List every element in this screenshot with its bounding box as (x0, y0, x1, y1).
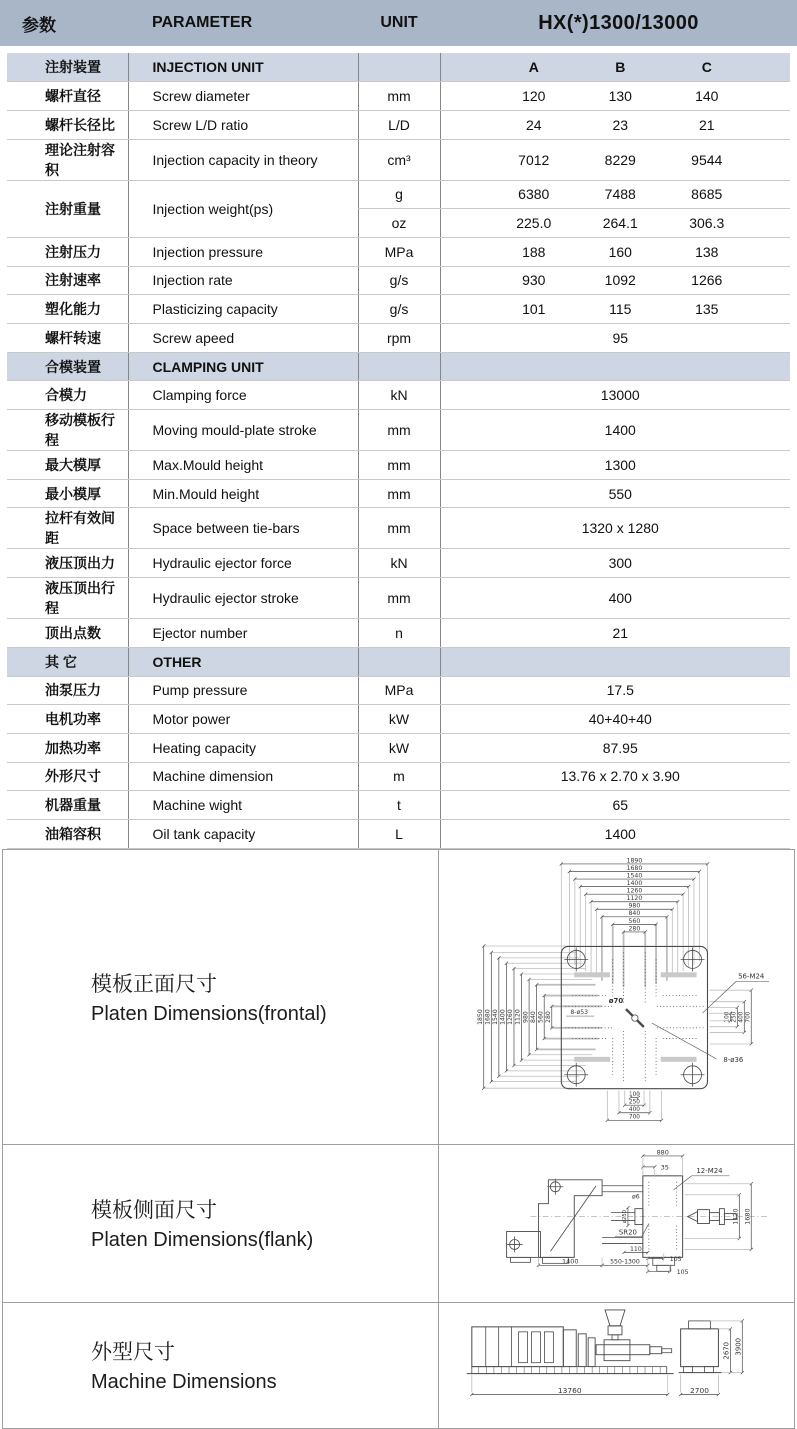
values-cell (440, 762, 790, 791)
table-row (7, 110, 790, 139)
param-cn-cell: 液压顶出行程 (7, 578, 128, 619)
caption-flank (3, 1145, 439, 1302)
section-values-cell (440, 352, 790, 381)
platen-frontal-diagram (439, 852, 794, 1140)
table-row (7, 508, 790, 549)
table-row (7, 479, 790, 508)
param-en-cell: Injection pressure (128, 237, 358, 266)
platen-flank-diagram (439, 1146, 794, 1301)
unit-cell: g (358, 180, 440, 209)
values-cell (440, 381, 790, 410)
unit-cell: oz (358, 209, 440, 238)
caption-machine-en: Machine Dimensions (91, 1371, 277, 1394)
dim-label: 400 (738, 1012, 745, 1023)
table-row (7, 819, 790, 848)
value-cell: 130 (608, 88, 632, 105)
dim-label: 2670 (722, 1342, 731, 1361)
value-span: 13000 (600, 387, 640, 404)
unit-cell: kN (358, 381, 440, 410)
dim-label: 840 (628, 910, 641, 918)
dim-label: 13760 (557, 1386, 582, 1396)
value-span: 13.76 x 2.70 x 3.90 (560, 768, 680, 785)
section-row (7, 53, 790, 82)
unit-cell: MPa (358, 676, 440, 705)
dim-label: 1890 (626, 857, 643, 865)
unit-cell: kW (358, 705, 440, 734)
value-span: 21 (612, 624, 629, 641)
dim-label: 1400 (562, 1257, 579, 1266)
dim-label: 105 (669, 1255, 682, 1263)
section-values-cell (440, 53, 790, 82)
value-cells (441, 244, 791, 260)
model-title: HX(*)1300/13000 (538, 11, 699, 34)
table-row (7, 549, 790, 578)
values-cell (440, 733, 790, 762)
value-cell: 225.0 (516, 215, 552, 232)
dim-label: 560 (628, 918, 641, 926)
param-cn-cell: 机器重量 (7, 791, 128, 820)
value-cell: 6380 (518, 186, 550, 203)
diagram-row-machine (3, 1302, 794, 1428)
param-en-cell: Ejector number (128, 619, 358, 648)
caption-frontal (3, 850, 439, 1144)
param-cn-cell: 加热功率 (7, 733, 128, 762)
spec-table (7, 53, 790, 849)
param-en-cell: Injection capacity in theory (128, 139, 358, 180)
dim-label: 8-ø53 (570, 1009, 589, 1017)
param-cn-cell: 最大模厚 (7, 451, 128, 480)
param-cn-cell: 电机功率 (7, 705, 128, 734)
param-en-cell: Heating capacity (128, 733, 358, 762)
param-cn-cell: 移动模板行程 (7, 410, 128, 451)
value-cell: 23 (612, 116, 629, 133)
value-cells (441, 117, 791, 133)
caption-machine-cn: 外型尺寸 (91, 1341, 175, 1365)
param-en-cell: Machine dimension (128, 762, 358, 791)
param-cn-cell: 螺杆直径 (7, 82, 128, 111)
figure-frontal (439, 850, 794, 1144)
table-row (7, 266, 790, 295)
dim-label: 1680 (484, 1009, 492, 1026)
diagram-row-flank (3, 1144, 794, 1302)
param-cn-cell: 外形尺寸 (7, 762, 128, 791)
param-cn-cell: 油箱容积 (7, 819, 128, 848)
value-cell: 138 (695, 243, 719, 260)
table-header-bar (0, 0, 797, 46)
dim-label: 8-ø36 (723, 1056, 744, 1065)
value-cell: 8229 (604, 151, 636, 168)
dim-label: 1120 (514, 1009, 522, 1026)
value-span: 95 (612, 329, 629, 346)
dim-label: 280 (628, 925, 641, 933)
values-cell (440, 139, 790, 180)
dim-label: 56-M24 (738, 972, 765, 981)
param-en-cell: Oil tank capacity (128, 819, 358, 848)
values-cell (440, 619, 790, 648)
caption-frontal-en: Platen Dimensions(frontal) (91, 1002, 327, 1025)
value-cell: 8685 (691, 186, 723, 203)
value-span: 65 (612, 797, 629, 814)
value-cell: 9544 (691, 151, 723, 168)
section-unit-cell (358, 53, 440, 82)
value-cell: 21 (698, 116, 715, 133)
param-en-cell: Injection rate (128, 266, 358, 295)
table-row (7, 410, 790, 451)
table-row (7, 237, 790, 266)
dim-label: 980 (522, 1011, 530, 1024)
dim-label: 1260 (507, 1009, 515, 1026)
value-span: 87.95 (602, 739, 638, 756)
caption-machine (3, 1303, 439, 1428)
param-cn-cell: 螺杆转速 (7, 324, 128, 353)
section-unit-cell (358, 647, 440, 676)
param-en-cell: Max.Mould height (128, 451, 358, 480)
param-en-cell: Screw L/D ratio (128, 110, 358, 139)
table-row (7, 324, 790, 353)
param-en-cell: Hydraulic ejector stroke (128, 578, 358, 619)
section-en-cell: OTHER (128, 647, 358, 676)
value-cell: 24 (525, 116, 542, 133)
dim-label: 35 (660, 1162, 669, 1171)
param-en-cell: Pump pressure (128, 676, 358, 705)
param-en-cell: Space between tie-bars (128, 508, 358, 549)
table-row (7, 676, 790, 705)
value-span: 550 (608, 485, 632, 502)
dim-label: 1400 (626, 880, 643, 888)
dim-label: 3900 (734, 1338, 743, 1357)
param-en-cell: Injection weight(ps) (128, 180, 358, 237)
param-cn-cell: 注射速率 (7, 266, 128, 295)
value-cells (441, 59, 791, 75)
values-cell (440, 705, 790, 734)
dim-label: 250 (628, 1100, 640, 1107)
dim-label: 560 (537, 1011, 545, 1024)
value-cell: 135 (695, 301, 719, 318)
dim-label: ø70 (608, 997, 624, 1006)
value-span: 300 (608, 555, 632, 572)
unit-cell: kW (358, 733, 440, 762)
section-cn-cell: 注射装置 (7, 53, 128, 82)
dim-label: 1680 (626, 865, 643, 873)
table-row (7, 381, 790, 410)
value-cell: 140 (695, 88, 719, 105)
dim-label: ø6 (632, 1193, 640, 1201)
value-cell: C (701, 59, 712, 76)
value-cell: A (528, 59, 539, 76)
values-cell (440, 180, 790, 209)
param-cn-cell: 液压顶出力 (7, 549, 128, 578)
dim-label: 980 (628, 903, 641, 911)
unit-cell: mm (358, 508, 440, 549)
value-span: 1400 (604, 825, 636, 842)
table-row (7, 451, 790, 480)
param-en-cell: Plasticizing capacity (128, 295, 358, 324)
param-en-cell: Motor power (128, 705, 358, 734)
value-cell: 7488 (604, 186, 636, 203)
value-cell: 120 (522, 88, 546, 105)
diagram-panel (2, 849, 795, 1429)
dim-label: 280 (544, 1011, 552, 1024)
values-cell (440, 295, 790, 324)
values-cell (440, 819, 790, 848)
value-span: 17.5 (606, 682, 634, 699)
dim-label: 400 (628, 1107, 640, 1114)
unit-cell: mm (358, 451, 440, 480)
value-cells (441, 152, 791, 168)
unit-cell: mm (358, 578, 440, 619)
diagram-row-frontal (3, 850, 794, 1144)
value-cell: 160 (608, 243, 632, 260)
dim-label: 105 (676, 1268, 689, 1276)
values-cell (440, 508, 790, 549)
dim-label: 840 (529, 1011, 537, 1024)
param-en-cell: Clamping force (128, 381, 358, 410)
dim-label: ø250 (622, 1209, 629, 1223)
dim-label: 1850 (476, 1009, 484, 1026)
value-cell: B (615, 59, 626, 76)
header-param-cn: 参数 (22, 15, 56, 35)
table-row (7, 619, 790, 648)
param-cn-cell: 最小模厚 (7, 479, 128, 508)
value-span: 1400 (604, 422, 636, 439)
section-cn-cell: 其 它 (7, 647, 128, 676)
value-cell: 7012 (518, 151, 550, 168)
value-cells (441, 215, 791, 231)
caption-frontal-cn: 模板正面尺寸 (91, 972, 217, 996)
unit-cell: t (358, 791, 440, 820)
value-cell: 188 (522, 243, 546, 260)
values-cell (440, 791, 790, 820)
values-cell (440, 451, 790, 480)
value-cell: 115 (609, 301, 632, 318)
unit-cell: cm³ (358, 139, 440, 180)
dim-label: 550-1300 (610, 1258, 640, 1266)
table-row (7, 791, 790, 820)
section-values-cell (440, 647, 790, 676)
dim-label: 1120 (626, 895, 643, 903)
table-row (7, 180, 790, 209)
machine-dimensions-diagram (439, 1303, 794, 1426)
value-span: 1300 (604, 456, 636, 473)
unit-cell: mm (358, 82, 440, 111)
param-en-cell: Screw apeed (128, 324, 358, 353)
values-cell (440, 209, 790, 238)
unit-cell: g/s (358, 266, 440, 295)
section-cn-cell: 合模装置 (7, 352, 128, 381)
values-cell (440, 266, 790, 295)
param-cn-cell: 注射压力 (7, 237, 128, 266)
values-cell (440, 410, 790, 451)
values-cell (440, 237, 790, 266)
value-cell: 1266 (691, 272, 723, 289)
param-en-cell: Moving mould-plate stroke (128, 410, 358, 451)
param-cn-cell: 合模力 (7, 381, 128, 410)
dim-label: 2700 (690, 1386, 709, 1396)
param-cn-cell: 理论注射容积 (7, 139, 128, 180)
dim-label: 250 (731, 1012, 738, 1023)
value-span: 1320 x 1280 (581, 520, 659, 537)
table-row (7, 733, 790, 762)
dim-label: 100 (724, 1012, 731, 1023)
values-cell (440, 324, 790, 353)
value-cell: 101 (522, 301, 546, 318)
value-span: 40+40+40 (588, 711, 652, 728)
values-cell (440, 549, 790, 578)
value-cells (441, 186, 791, 202)
dim-label: 1400 (499, 1009, 507, 1026)
table-row (7, 295, 790, 324)
unit-cell: n (358, 619, 440, 648)
section-en-cell: INJECTION UNIT (128, 53, 358, 82)
unit-cell: g/s (358, 295, 440, 324)
param-cn-cell: 拉杆有效间距 (7, 508, 128, 549)
param-cn-cell: 注射重量 (7, 180, 128, 237)
dim-label: SR20 (618, 1228, 637, 1237)
values-cell (440, 479, 790, 508)
dim-label: 100 (628, 1092, 640, 1099)
unit-cell: mm (358, 479, 440, 508)
param-cn-cell: 塑化能力 (7, 295, 128, 324)
param-en-cell: Machine wight (128, 791, 358, 820)
unit-cell: rpm (358, 324, 440, 353)
dim-label: 880 (656, 1147, 669, 1156)
dim-label: 1120 (731, 1207, 740, 1225)
section-row (7, 352, 790, 381)
dim-label: 1540 (626, 872, 643, 880)
param-en-cell: Min.Mould height (128, 479, 358, 508)
figure-flank (439, 1145, 794, 1302)
section-row (7, 647, 790, 676)
dim-label: 12-M24 (696, 1166, 723, 1175)
value-span: 400 (608, 590, 632, 607)
value-cell: 930 (522, 272, 546, 289)
header-param-en: PARAMETER (152, 14, 253, 31)
values-cell (440, 578, 790, 619)
dim-label: 700 (745, 1012, 752, 1023)
dim-label: 700 (628, 1115, 640, 1122)
unit-cell: MPa (358, 237, 440, 266)
table-row (7, 139, 790, 180)
param-cn-cell: 油泵压力 (7, 676, 128, 705)
values-cell (440, 676, 790, 705)
value-cells (441, 88, 791, 104)
unit-cell: L/D (358, 110, 440, 139)
value-cells (441, 301, 791, 317)
table-row (7, 705, 790, 734)
table-row (7, 762, 790, 791)
value-cells (441, 272, 791, 288)
param-cn-cell: 螺杆长径比 (7, 110, 128, 139)
values-cell (440, 110, 790, 139)
unit-cell: m (358, 762, 440, 791)
param-en-cell: Hydraulic ejector force (128, 549, 358, 578)
table-row (7, 82, 790, 111)
dim-label: 1540 (492, 1009, 500, 1026)
values-cell (440, 82, 790, 111)
dim-label: 1680 (743, 1207, 752, 1225)
param-en-cell: Screw diameter (128, 82, 358, 111)
unit-cell: L (358, 819, 440, 848)
value-cell: 306.3 (689, 215, 725, 232)
value-cell: 1092 (604, 272, 636, 289)
dim-label: 110 (630, 1245, 642, 1253)
unit-cell: mm (358, 410, 440, 451)
section-unit-cell (358, 352, 440, 381)
param-cn-cell: 顶出点数 (7, 619, 128, 648)
value-cell: 264.1 (602, 215, 638, 232)
unit-cell: kN (358, 549, 440, 578)
figure-machine (439, 1303, 794, 1428)
header-unit: UNIT (380, 14, 418, 31)
caption-flank-en: Platen Dimensions(flank) (91, 1229, 314, 1252)
table-row (7, 578, 790, 619)
dim-label: 1260 (626, 888, 643, 896)
caption-flank-cn: 模板侧面尺寸 (91, 1199, 217, 1223)
section-en-cell: CLAMPING UNIT (128, 352, 358, 381)
